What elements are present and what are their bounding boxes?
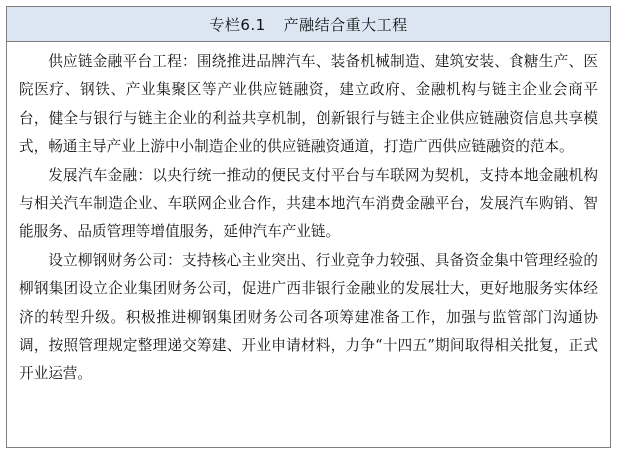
column-body bbox=[7, 42, 610, 389]
column-title: 产融结合重大工程 bbox=[283, 15, 408, 34]
paragraph-liugang-finance-company: 设立柳钢财务公司：支持核心主业突出、行业竞争力较强、具备资金集中管理经验的柳钢集团设立企业集团财务公司，促进广西非银行金融业的发展壮大，更好地服务实体经济的转型升级。积极推进柳钢集团财务公司各项筹建准备工作，加强与监管部门沟通协调，按照管理规定整理递交筹建、开业申请材料，力争“十四五”期间取得相关批复，正式开业运营。 bbox=[19, 251, 598, 383]
column-box bbox=[6, 6, 611, 448]
column-label: 专栏6.1 bbox=[209, 15, 266, 34]
column-header bbox=[7, 7, 610, 42]
paragraph-auto-finance: 发展汽车金融：以央行统一推动的便民支付平台与车联网为契机，支持本地金融机构与相关汽车制造企业、车联网企业合作，共建本地汽车消费金融平台，发展汽车购销、智能服务、品质管理等增值服务，延伸汽车产业链。 bbox=[19, 166, 598, 241]
paragraph-supply-chain-finance: 供应链金融平台工程：围绕推进品牌汽车、装备机械制造、建筑安装、食糖生产、医院医疗、钢铁、产业集聚区等产业供应链融资，建立政府、金融机构与链主企业会商平台，健全与银行与链主企业的利益共享机制，创新银行与链主企业供应链融资信息共享模式，畅通主导产业上游中小制造企业的供应链融资通道，打造广西供应链融资的范本。 bbox=[19, 53, 598, 156]
